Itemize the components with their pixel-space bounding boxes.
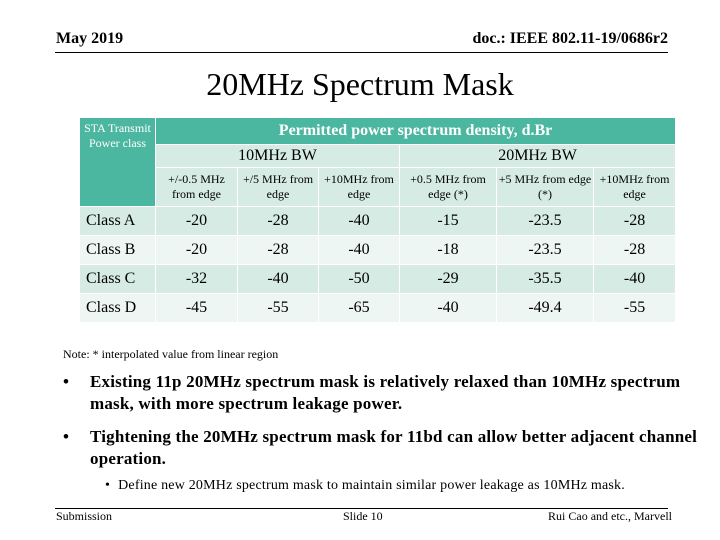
subheader-cell: +10MHz from edge (594, 168, 675, 206)
bullet-dot-icon: • (105, 478, 111, 493)
table-row (80, 236, 675, 264)
bullet-text: Tightening the 20MHz spectrum mask for 11bd can allow better adjacent channel operation. (90, 427, 698, 468)
bullet-dot-icon: • (63, 427, 70, 446)
bullet-text: Existing 11p 20MHz spectrum mask is relatively relaxed than 10MHz spectrum mask, with more spectrum leakage power. (90, 372, 681, 413)
table-row (80, 294, 675, 322)
table-group-header: Permitted power spectrum density, d.Br (156, 118, 675, 144)
value-cell: -50 (319, 265, 399, 293)
table-row (80, 207, 675, 235)
sub-bullet-text: Define new 20MHz spectrum mask to maintain similar power leakage as 10MHz mask. (118, 478, 625, 493)
value-cell: -45 (156, 294, 237, 322)
subheader-cell: +/5 MHz from edge (238, 168, 318, 206)
value-cell: -65 (319, 294, 399, 322)
row-label: Class B (80, 236, 155, 264)
value-cell: -23.5 (497, 207, 593, 235)
value-cell: -20 (156, 207, 237, 235)
bw-20mhz-header: 20MHz BW (400, 145, 675, 167)
table-corner-header: STA Transmit Power class (80, 118, 155, 206)
table-row (80, 265, 675, 293)
bw-10mhz-header: 10MHz BW (156, 145, 399, 167)
value-cell: -28 (594, 236, 675, 264)
bullet-item (63, 426, 720, 470)
subheader-cell: +/-0.5 MHz from edge (156, 168, 237, 206)
table-note: Note: * interpolated value from linear region (63, 347, 279, 361)
header-divider (55, 52, 668, 53)
value-cell: -28 (238, 207, 318, 235)
row-label: Class C (80, 265, 155, 293)
value-cell: -28 (594, 207, 675, 235)
subheader-cell: +10MHz from edge (319, 168, 399, 206)
value-cell: -55 (594, 294, 675, 322)
slide-title: 20MHz Spectrum Mask (206, 66, 514, 102)
subheader-cell: +5 MHz from edge (*) (497, 168, 593, 206)
header-date: May 2019 (56, 30, 124, 47)
value-cell: -49.4 (497, 294, 593, 322)
footer-left: Submission (56, 509, 113, 523)
spectrum-mask-table (79, 117, 676, 323)
slide-number: Slide 10 (343, 509, 383, 523)
value-cell: -55 (238, 294, 318, 322)
footer-author: Rui Cao and etc., Marvell (548, 509, 672, 523)
value-cell: -23.5 (497, 236, 593, 264)
value-cell: -32 (156, 265, 237, 293)
row-label: Class A (80, 207, 155, 235)
row-label: Class D (80, 294, 155, 322)
value-cell: -40 (238, 265, 318, 293)
value-cell: -40 (400, 294, 496, 322)
value-cell: -28 (238, 236, 318, 264)
bullet-dot-icon: • (63, 372, 70, 391)
bullet-item (63, 371, 720, 415)
header-doc-id: doc.: IEEE 802.11-19/0686r2 (472, 30, 668, 47)
value-cell: -40 (319, 236, 399, 264)
value-cell: -29 (400, 265, 496, 293)
value-cell: -40 (319, 207, 399, 235)
value-cell: -18 (400, 236, 496, 264)
value-cell: -35.5 (497, 265, 593, 293)
subheader-cell: +0.5 MHz from edge (*) (400, 168, 496, 206)
value-cell: -15 (400, 207, 496, 235)
sub-bullet-item (105, 478, 625, 494)
value-cell: -20 (156, 236, 237, 264)
value-cell: -40 (594, 265, 675, 293)
